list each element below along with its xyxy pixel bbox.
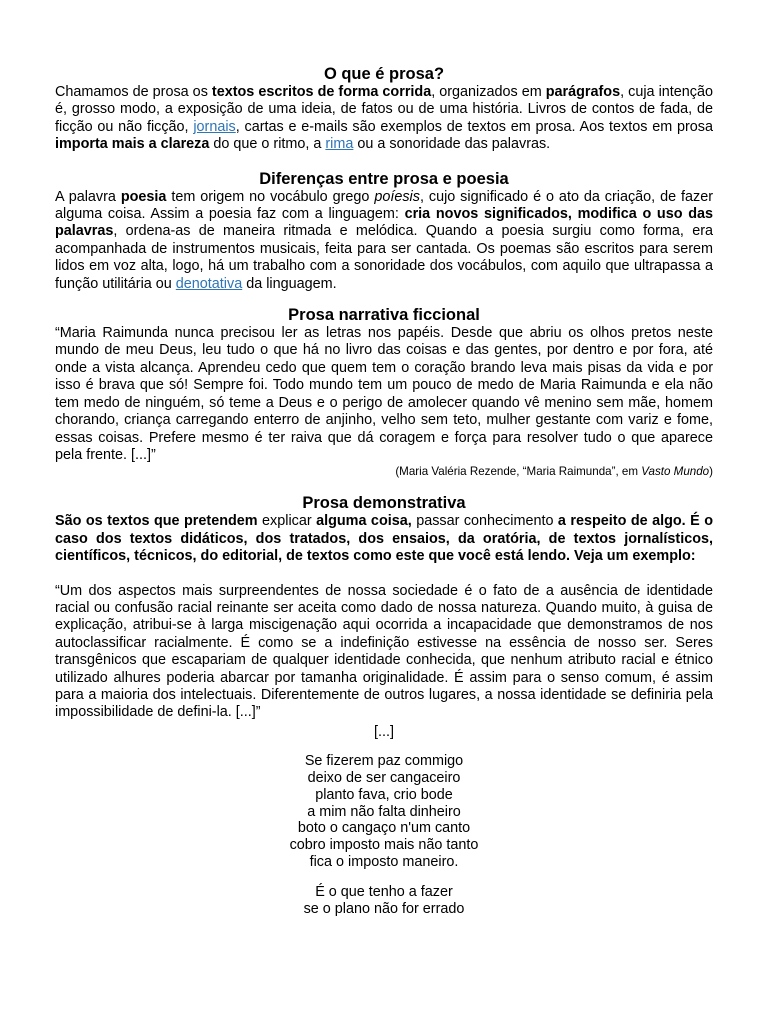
link-rima[interactable]: rima: [325, 136, 354, 153]
poem-line: a mim não falta dinheiro: [307, 803, 461, 820]
paragraph-poesia: A palavra poesia tem origem no vocábulo grego poíesis, cujo significado é o ato da criação, de fazer alguma coisa. Assim a poesia faz com a linguagem: cria novos significados, modifica o uso das palavras, ordena-as de maneira ritmada e melódica. Quando a poesia surgiu como forma, era acompanhada de instrumentos musicais, feita para ser cantada. Os poemas são escritos para serem lidos em voz alta, logo, há um trabalho com a sonoridade dos vocábulos, com aquilo que ultrapassa a função utilitária ou denotativa da linguagem.: [55, 188, 714, 292]
link-jornais[interactable]: jornais: [193, 118, 236, 135]
poem-line: boto o cangaço n'um canto: [297, 820, 471, 837]
poem-line: deixo de ser cangaceiro: [307, 769, 461, 786]
poem-stanza-1: [55, 753, 713, 871]
poem-line: Se fizerem paz commigo: [304, 752, 464, 769]
poem-line: cobro imposto mais não tanto: [289, 837, 479, 854]
poem-stanza-2: [55, 884, 713, 918]
heading-prosa-narrativa: Prosa narrativa ficcional: [288, 306, 480, 325]
poem-line: fica o imposto maneiro.: [309, 854, 459, 871]
paragraph-prosa-definition: Chamamos de prosa os textos escritos de forma corrida, organizados em parágrafos, cuja intenção é, grosso modo, a exposição de uma ideia, de fatos ou de uma história. Livros de contos de fada, de ficção ou não ficção, jornais, cartas e e-mails são exemplos de textos em prosa. Aos textos em prosa importa mais a clareza do que o ritmo, a rima ou a sonoridade das palavras.: [55, 84, 713, 153]
paragraph-demonstrativa: São os textos que pretendem explicar alguma coisa, passar conhecimento a respeito de algo. É o caso dos textos didáticos, dos tratados, dos ensaios, da oratória, de textos jornalísticos, científicos, técnicos, do editorial, de textos como este que você está lendo. Veja um exemplo:: [55, 513, 713, 565]
poem: [55, 753, 713, 918]
heading-o-que-e-prosa: O que é prosa?: [323, 65, 445, 83]
poem-line: planto fava, crio bode: [315, 786, 453, 803]
link-denotativa[interactable]: denotativa: [175, 275, 243, 292]
poem-line: É o que tenho a fazer: [315, 884, 453, 901]
ellipsis-marker: [...]: [374, 723, 394, 740]
quote-maria-raimunda: “Maria Raimunda nunca precisou ler as letras nos papéis. Desde que abriu os olhos pretos neste mundo de meu Deus, leu tudo o que há no livro das coisas e das gentes, por dentro e por fora, até onde a vista alcança. Aprendeu cedo que quem tem o coração brando leva mais pisas da vida e por isso é brava que só! Sempre foi. Todo mundo tem um pouco de medo de Maria Raimunda e ela não tem medo de ninguém, só teme a Deus e o perigo de amolecer quando vê menino sem mãe, homem chorando, criança carregando enterro de anjinho, velho sem teto, mulher gestante com variz e fome, essas coisas. Prefere mesmo é ter raiva que dá coragem e força para resolver tudo o que aparece pela frente. [...]”: [55, 325, 713, 463]
heading-prosa-demonstrativa: Prosa demonstrativa: [302, 494, 466, 513]
poem-line: se o plano não for errado: [303, 901, 465, 918]
quote-identidade-racial: “Um dos aspectos mais surpreendentes de nossa sociedade é o fato de a ausência de identidade racial ou confusão racial reinante ser aceita como dado de nossa natureza. Quando muito, à guisa de explicação, atribui-se à larga miscigenação aqui ocorrida a incapacidade que demonstramos de nos autoclassificar racialmente. É como se a indefinição estivesse na essência de nosso ser. Seres transgênicos que escapariam de qualquer identidade conhecida, que nenhum atributo racial e étnico utilizado alhures poderia abarcar por tamanha originalidade. É assim para o senso comum, é assim para a maioria dos intelectuais. Diferentemente de outros lugares, a nossa identidade se definiria pela impossibilidade de defini-la. [...]”: [55, 582, 713, 721]
citation-maria-raimunda: (Maria Valéria Rezende, “Maria Raimunda”, em Vasto Mundo): [395, 465, 713, 479]
heading-diferencas: Diferenças entre prosa e poesia: [259, 169, 509, 188]
spacer: [55, 566, 713, 583]
